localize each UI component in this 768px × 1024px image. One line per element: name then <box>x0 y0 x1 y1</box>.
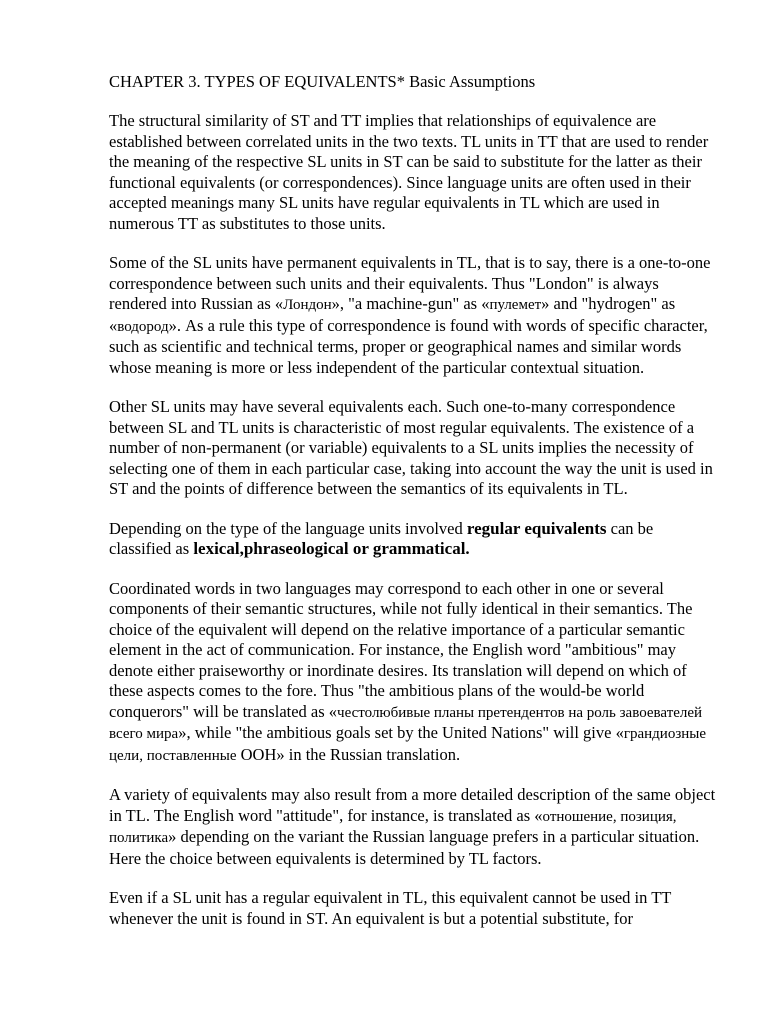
text-run: A variety of equivalents may also result from a more detailed description of the same object in TL. The English word "attitude", for instance, is translated as « <box>109 785 716 825</box>
text-run: Depending on the type of the language units involved <box>109 518 467 538</box>
text-run: Some of the SL units have permanent equivalents in TL, that is to say, there is a one-to-one correspondence between such units and their equivalents. Thus "London" is always rendered into Russian as « <box>109 253 711 313</box>
paragraph-variable-equivalents: Other SL units may have several equivalents each. Such one-to-many correspondence between SL and TL units is characteristic of most regular equivalents. The existence of a number of non-permanent (or variable) equivalents to a SL units implies the necessity of selecting one of them in each particular case, taking into account the way the unit is used in ST and the points of difference between the semantics of its equivalents in TL. <box>109 397 713 498</box>
bold-term: lexical,phraseological or grammatical. <box>193 539 470 558</box>
paragraph-permanent-equivalents <box>109 253 718 378</box>
russian-term: честолюбивые планы претендентов на роль завоевателей всего мира <box>109 704 703 742</box>
russian-term: водород <box>117 318 169 335</box>
paragraph-structural-similarity: The structural similarity of ST and TT implies that relationships of equivalence are established between correlated units in the two texts. TL units in TT that are used to render the meaning of the respective SL units in ST can be said to substitute for the latter as their functional equivalents (or correspondences). Since language units are often used in their accepted meanings many SL units have regular equivalents in TL which are used in numerous TT as substitutes to those units. <box>109 111 709 233</box>
russian-term: Лондон <box>283 297 332 313</box>
text-run: Coordinated words in two languages may correspond to each other in one or several components of their semantic structures, while not fully identical in their semantics. The choice of the equivalent will depend on the relative importance of a particular semantic element in the act of communication. For instance, the English word "ambitious" may denote either praiseworthy or inordinate desires. Its translation will depend on which of these aspects comes to the fore. Thus "the ambitious plans of the would-be world conquerors" will be translated as « <box>109 578 693 721</box>
text-run: » and "hydrogen" as « <box>109 294 676 335</box>
russian-term: пулемет <box>489 297 542 313</box>
russian-term: отношение, позиция, политика <box>109 808 677 846</box>
text-run: can be classified as <box>109 518 654 558</box>
bold-term: regular equivalents <box>466 518 607 538</box>
text-run: », while "the ambitious goals set by the United Nations" will give « <box>178 723 624 742</box>
paragraph-coordinated-words <box>109 579 718 767</box>
chapter-heading: CHAPTER 3. TYPES OF EQUIVALENTS* Basic Assumptions <box>109 72 536 91</box>
paragraph-variety-of-equivalents <box>109 785 718 869</box>
text-run: », "a machine-gun" as « <box>331 294 490 313</box>
paragraph-potential-substitute: Even if a SL unit has a regular equivalent in TL, this equivalent cannot be used in TT whenever the unit is found in ST. An equivalent is but a potential substitute, for <box>109 888 672 928</box>
text-run: ». As a rule this type of correspondence is found with words of specific character, such as scientific and technical terms, proper or geographical names and similar words whose meaning is more or less independent of the particular contextual situation. <box>109 315 708 377</box>
russian-term: грандиозные цели, поставленные <box>109 726 707 764</box>
text-run: » depending on the variant the Russian language prefers in a particular situation. Here the choice between equivalents is determined by TL factors. <box>109 827 700 868</box>
paragraph-classification <box>109 519 718 560</box>
text-run: ООН» in the Russian translation. <box>236 744 461 764</box>
